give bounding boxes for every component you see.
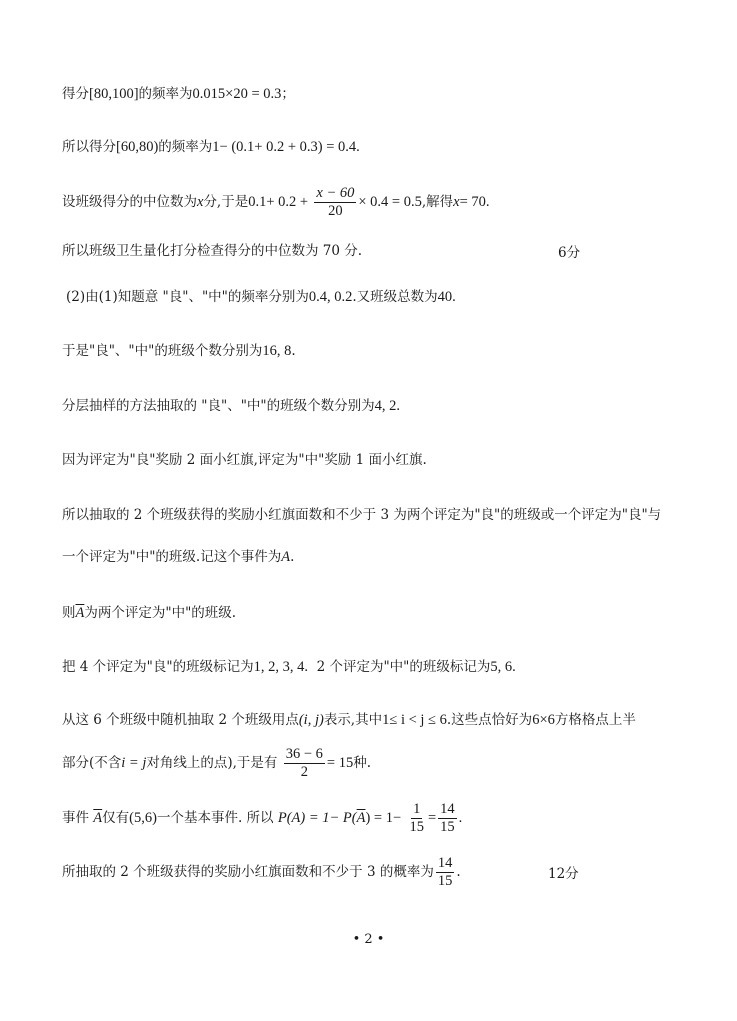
math: = 70. bbox=[459, 194, 490, 211]
text: (2)由(1)知题意 "良"、"中"的频率分别为 bbox=[66, 289, 309, 305]
line-2 bbox=[62, 137, 360, 157]
line-10 bbox=[62, 547, 294, 567]
line-1 bbox=[62, 84, 295, 104]
text: . bbox=[456, 864, 461, 880]
fraction bbox=[284, 747, 325, 780]
math: × 0.4 = 0.5 bbox=[358, 194, 422, 211]
line-4 bbox=[62, 241, 362, 261]
text: 方格格点上半 bbox=[554, 712, 636, 728]
text: 2 个评定为"中"的班级标记为 bbox=[316, 659, 491, 675]
text: 分,于是 bbox=[203, 194, 249, 211]
math: [60,80) bbox=[116, 139, 159, 155]
line-12 bbox=[62, 657, 516, 677]
text: 于是"良"、"中"的班级个数分别为 bbox=[62, 343, 263, 359]
numerator: 1 bbox=[411, 802, 422, 819]
math: 6×6 bbox=[532, 712, 555, 728]
text: ,解得 bbox=[421, 194, 454, 211]
math: 4, 2. bbox=[374, 398, 401, 414]
line-5 bbox=[66, 287, 456, 307]
text: 所以班级卫生量化打分检查得分的中位数为 70 分. bbox=[62, 243, 363, 259]
text: 事件 bbox=[62, 810, 89, 826]
math: 1, 2, 3, 4. bbox=[253, 659, 308, 675]
line-14 bbox=[62, 746, 371, 780]
text: . bbox=[290, 549, 295, 565]
math: (5,6) bbox=[129, 810, 157, 826]
math: $\overline{A}$ bbox=[75, 605, 85, 621]
text: 设班级得分的中位数为 bbox=[62, 194, 197, 211]
line-6 bbox=[62, 341, 296, 361]
text: ； bbox=[281, 86, 295, 102]
text: 因为评定为"良"奖励 2 面小红旗,评定为"中"奖励 1 面小红旗. bbox=[62, 452, 427, 468]
text: 表示,其中 bbox=[323, 712, 383, 728]
fraction bbox=[438, 802, 457, 835]
line-11 bbox=[62, 603, 236, 623]
score-marker: 12分 bbox=[548, 866, 579, 882]
denominator: 15 bbox=[440, 819, 455, 835]
numerator: 14 bbox=[438, 802, 457, 819]
math: = 15 bbox=[326, 755, 354, 771]
math: i = j bbox=[121, 755, 147, 771]
text: 的频率为 bbox=[158, 139, 213, 155]
text: 则 bbox=[62, 605, 76, 621]
fraction bbox=[314, 186, 356, 219]
text: 所抽取的 2 个班级获得的奖励小红旗面数和不少于 3 的概率为 bbox=[62, 864, 434, 880]
text: .这些点恰好为 bbox=[446, 712, 533, 728]
text: 部分(不含 bbox=[62, 755, 122, 771]
text: 所以得分 bbox=[62, 139, 116, 155]
text: 一个评定为"中"的班级.记这个事件为 bbox=[62, 549, 282, 565]
line-13 bbox=[62, 710, 636, 730]
numerator: 14 bbox=[436, 856, 455, 873]
math: 40. bbox=[437, 289, 456, 305]
math: P(A) = 1− P( bbox=[277, 810, 357, 826]
score-marker: 6分 bbox=[558, 245, 581, 261]
numerator: 36 − 6 bbox=[284, 747, 325, 764]
line-7 bbox=[62, 396, 400, 416]
math: 16, 8 bbox=[262, 343, 292, 359]
math: . bbox=[458, 810, 463, 826]
math: x bbox=[197, 194, 204, 211]
math: 0.4, 0.2 bbox=[308, 289, 353, 305]
text: 种. bbox=[353, 755, 372, 771]
math: [80,100] bbox=[89, 86, 139, 102]
text: 仅有 bbox=[102, 810, 130, 826]
line-9 bbox=[62, 505, 661, 525]
text: 对角线上的点),于是有 bbox=[146, 755, 278, 771]
text: 分层抽样的方法抽取的 "良"、"中"的班级个数分别为 bbox=[62, 398, 375, 414]
line-15 bbox=[62, 800, 462, 836]
math: 5, 6. bbox=[490, 659, 516, 675]
text: .又班级总数为 bbox=[352, 289, 438, 305]
text: 为两个评定为"中"的班级. bbox=[84, 605, 237, 621]
text: 得分 bbox=[62, 86, 89, 102]
line-8 bbox=[62, 450, 427, 470]
math: 1− (0.1+ 0.2 + 0.3) = 0.4. bbox=[212, 139, 360, 155]
math: $\overline{A}$ bbox=[356, 810, 366, 826]
math: x bbox=[453, 194, 460, 211]
math: 1≤ i < j ≤ 6 bbox=[382, 712, 447, 728]
math: 0.1+ 0.2 + bbox=[248, 194, 309, 211]
math: ) = 1− bbox=[365, 810, 402, 826]
text: 一个基本事件. 所以 bbox=[156, 810, 274, 826]
numerator: x − 60 bbox=[314, 186, 356, 203]
denominator: 15 bbox=[409, 819, 424, 835]
text: 的频率为 bbox=[138, 86, 193, 102]
denominator: 20 bbox=[328, 203, 343, 220]
math: $\overline{A}$ bbox=[93, 810, 103, 826]
line-16 bbox=[62, 853, 461, 891]
fraction bbox=[407, 802, 426, 835]
math: (i, j) bbox=[298, 712, 324, 728]
fraction bbox=[436, 856, 455, 889]
text: 把 4 个评定为"良"的班级标记为 bbox=[62, 659, 254, 675]
math: = bbox=[427, 810, 437, 826]
text: . bbox=[291, 343, 296, 359]
text: 从这 6 个班级中随机抽取 2 个班级用点 bbox=[62, 712, 299, 728]
page-number: • 2 • bbox=[352, 932, 385, 947]
math: 0.015×20 = 0.3 bbox=[192, 86, 282, 102]
denominator: 15 bbox=[437, 873, 453, 889]
denominator: 2 bbox=[300, 764, 308, 780]
math: A bbox=[281, 549, 291, 565]
text: 所以抽取的 2 个班级获得的奖励小红旗面数和不少于 3 为两个评定为"良"的班级或一个评定为"良"与 bbox=[62, 507, 662, 523]
line-3 bbox=[62, 186, 490, 219]
